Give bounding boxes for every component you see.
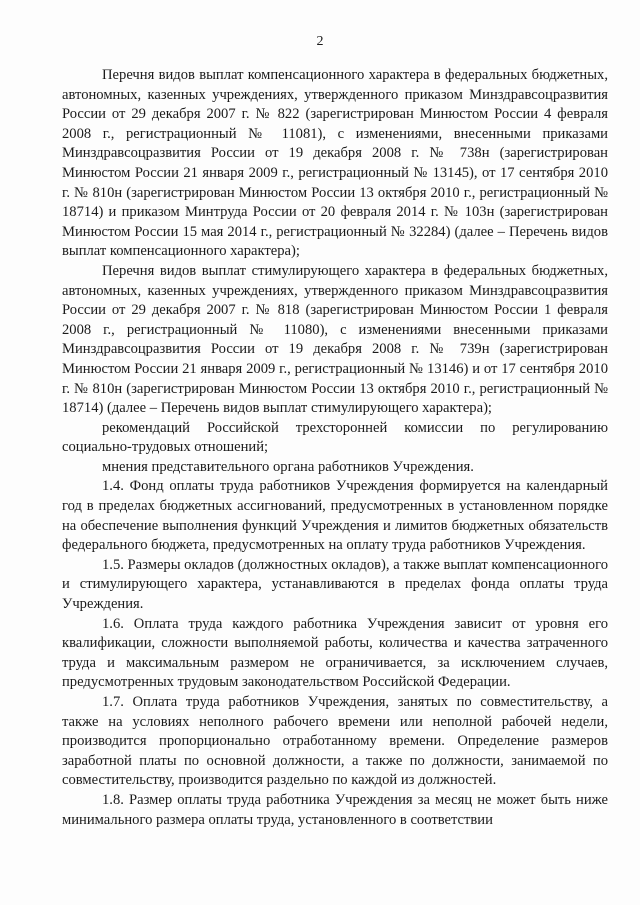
document-body	[62, 66, 608, 830]
paragraph-1-7: 1.7. Оплата труда работников Учреждения, занятых по совместительству, а также на условиях неполного рабочего времени или неполной рабочей недели, производится пропорционально отработанному времени. Определение размеров заработной платы по основной должности, а также по должности, занимаемой по совместительству, производится раздельно по каждой из должностей.	[62, 694, 608, 789]
paragraph-1-5: 1.5. Размеры окладов (должностных окладов), а также выплат компенсационного и стимулирующего характера, устанавливаются в пределах фонда оплаты труда Учреждения.	[62, 556, 608, 613]
paragraph-compensation-list: Перечня видов выплат компенсационного характера в федеральных бюджетных, автономных, казенных учреждениях, утвержденного приказом Минздравсоцразвития России от 29 декабря 2007 г. № 822 (зарегистрирован Минюстом России 4 февраля 2008 г., регистрационный № 11081), с изменениями, внесенными приказами Минздравсоцразвития России от 19 декабря 2008 г. № 738н (зарегистрирован Минюстом России 21 января 2009 г., регистрационный № 13145), от 17 сентября 2010 г. № 810н (зарегистрирован Минюстом России 13 октября 2010 г., регистрационный № 18714) и приказом Минтруда России от 20 февраля 2014 г. № 103н (зарегистрирован Минюстом России 15 мая 2014 г., регистрационный № 32284) (далее – Перечень видов выплат компенсационного характера);	[62, 67, 608, 260]
paragraph-tripartite-commission: рекомендаций Российской трехсторонней комиссии по регулированию социально-трудовых отношений;	[62, 419, 608, 456]
paragraph-representative-body: мнения представительного органа работников Учреждения.	[102, 458, 474, 475]
page-number: 2	[316, 34, 324, 49]
paragraph-1-6: 1.6. Оплата труда каждого работника Учреждения зависит от уровня его квалификации, сложности выполняемой работы, количества и качества затраченного труда и максимальным размером не ограничивается, за исключением случаев, предусмотренных трудовым законодательством Российской Федерации.	[62, 615, 608, 691]
paragraph-1-4: 1.4. Фонд оплаты труда работников Учреждения формируется на календарный год в пределах бюджетных ассигнований, предусмотренных в установленном порядке на обеспечение выполнения функций Учреждения и лимитов бюджетных обязательств федерального бюджета, предусмотренных на оплату труда работников Учреждения.	[62, 478, 608, 554]
paragraph-incentive-list: Перечня видов выплат стимулирующего характера в федеральных бюджетных, автономных, казенных учреждениях, утвержденного приказом Минздравсоцразвития России от 29 декабря 2007 г. № 818 (зарегистрирован Минюстом России 1 февраля 2008 г., регистрационный № 11080), с изменениями внесенными приказами Минздравсоцразвития России от 19 декабря 2008 г. № 739н (зарегистрирован Минюстом России 21 января 2009 г., регистрационный № 13146) и от 17 сентября 2010 г. № 810н (зарегистрирован Минюстом России 13 октября 2010 г., регистрационный № 18714) (далее – Перечень видов выплат стимулирующего характера);	[62, 262, 608, 417]
paragraph-1-8: 1.8. Размер оплаты труда работника Учреждения за месяц не может быть ниже минимального размера оплаты труда, установленного в соответствии	[62, 791, 608, 828]
